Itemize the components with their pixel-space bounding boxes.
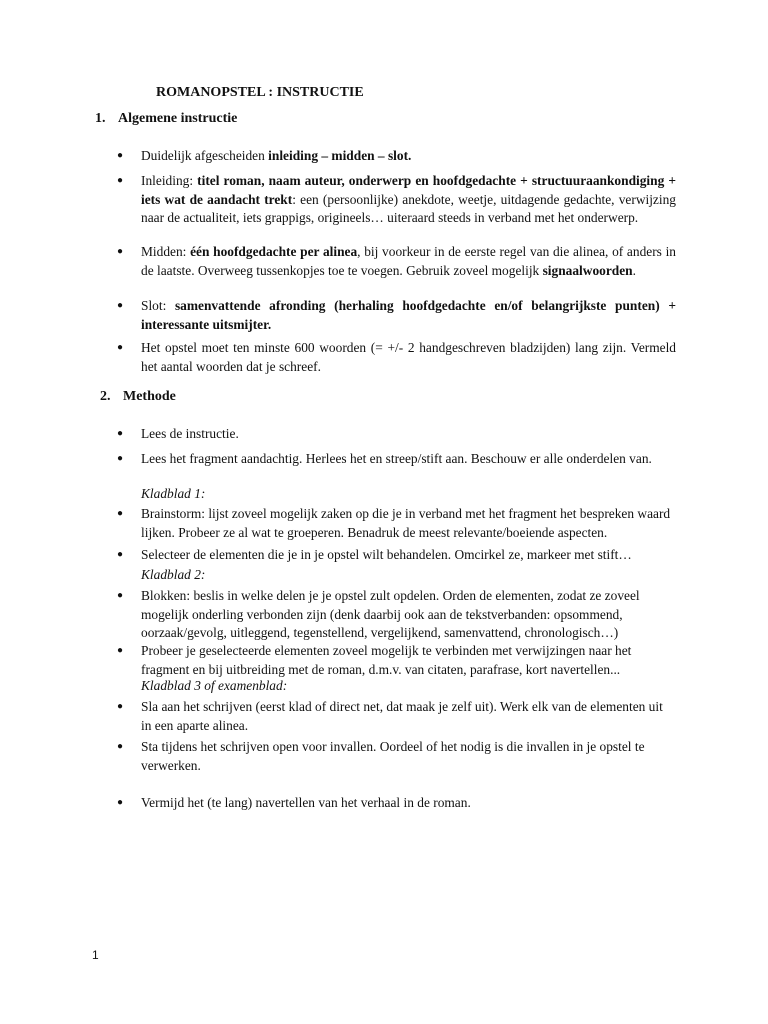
body-text: Selecteer de elementen die je in je opstel wilt behandelen. Omcirkel ze, markeer met stift… [141,547,632,562]
list-item-text [141,148,411,163]
emphasis-text: titel roman, naam auteur, onderwerp en hoofdgedachte + structuuraankondiging + iets wat de aandacht trekt [141,173,676,207]
list-item-text [141,588,640,640]
bullet-icon: ● [117,590,124,601]
list-item [117,243,676,280]
bullet-icon: ● [117,797,124,808]
list-item [117,587,676,643]
list-item-text [141,244,676,278]
body-text: Het opstel moet ten minste 600 woorden (= +/- 2 handgeschreven bladzijden) lang zijn. Vermeld het aantal woorden dat je schreef. [141,340,676,374]
section-heading-text: Algemene instructie [118,111,238,126]
body-text: Probeer je geselecteerde elementen zoveel mogelijk te verbinden met verwijzingen naar het fragment en bij uitbreiding met de roman, d.m.v. van citaten, parafrase, kort navertellen... [141,643,632,677]
list-item [117,546,676,565]
list-item-text [141,173,676,225]
bullet-icon: ● [117,246,124,257]
bullet-icon: ● [117,549,124,560]
list-item-text [141,506,670,540]
body-text: Brainstorm: lijst zoveel mogelijk zaken op die je in verband met het fragment het bespreken waard lijken. Probeer ze al wat te groeperen. Benadruk de meest relevante/boeiende aspecten. [141,506,671,540]
list-item [117,642,676,679]
bullet-icon: ● [117,645,124,656]
list-item-text [141,451,652,466]
section-heading-text: Methode [123,389,176,404]
page-number: 1 [92,948,99,962]
list-item-text [141,426,239,441]
body-text: Sta tijdens het schrijven open voor invallen. Oordeel of het nodig is die invallen in je opstel te verwerken. [141,739,645,773]
body-text: Inleiding: [141,173,198,188]
kladblad-label: Kladblad 2: [141,567,206,582]
list-item-text [141,547,632,562]
body-text: Midden: [141,244,191,259]
list-item [117,794,676,813]
body-text: Lees de instructie. [141,426,239,441]
kladblad-label: Kladblad 1: [141,486,206,501]
emphasis-text: één hoofdgedachte per alinea [190,244,358,259]
bullet-icon: ● [117,428,124,439]
emphasis-text: inleiding – midden – slot. [268,148,412,163]
list-item-text [141,298,676,332]
bullet-icon: ● [117,300,124,311]
list-item-text [141,699,663,733]
list-item-text [141,739,645,773]
bullet-icon: ● [117,342,124,353]
section-number: 2. [100,389,111,404]
body-text: Blokken: beslis in welke delen je je opstel zult opdelen. Orden de elementen, zodat ze zoveel mogelijk onderling verbonden zijn (denk daarbij ook aan de tekstverbanden: opsommend, oorzaak/gevolg, uitleggend, tegenstellend, vergelijkend, samenvattend, chronologisch…) [141,588,640,640]
bullet-icon: ● [117,175,124,186]
body-text: . [632,262,636,278]
list-item [117,147,676,166]
list-item [117,425,676,444]
body-text: Duidelijk afgescheiden [141,148,269,163]
list-item [117,297,676,334]
list-item [117,450,676,469]
list-item-text [141,340,676,374]
body-text: Vermijd het (te lang) navertellen van het verhaal in de roman. [141,795,471,810]
section-heading-method [100,388,176,407]
list-item [117,698,676,735]
bullet-icon: ● [117,150,124,161]
list-item-text [141,795,471,810]
body-text: Slot: [141,298,175,313]
emphasis-text: signaalwoorden [542,262,633,278]
body-text: : een (persoonlijke) anekdote, weetje, uitdagende gedachte, verwijzing naar de actualiteit, iets grappigs, origineels… uiteraard steeds in verband met het onderwerp. [141,191,676,225]
list-item [117,172,676,228]
body-text: Lees het fragment aandachtig. Herlees het en streep/stift aan. Beschouw er alle onderdelen van. [141,451,652,466]
section-heading-general-instruction [95,110,237,129]
list-item-text [141,643,631,677]
bullet-icon: ● [117,453,124,464]
page-title: ROMANOPSTEL : INSTRUCTIE [156,85,364,100]
kladblad-label: Kladblad 3 of examenblad: [141,678,288,693]
bullet-icon: ● [117,701,124,712]
bullet-icon: ● [117,508,124,519]
section-number: 1. [95,111,106,126]
bullet-icon: ● [117,741,124,752]
list-item [117,505,676,542]
emphasis-text: samenvattende afronding (herhaling hoofdgedachte en/of belangrijkste punten) + interessante uitsmijter. [141,298,676,332]
list-item [117,738,676,775]
body-text: , bij voorkeur in de eerste regel van die alinea, of anders in de laatste. Overweeg tussenkopjes toe te voegen. Gebruik zoveel mogelijk [141,244,676,278]
list-item [117,339,676,376]
body-text: Sla aan het schrijven (eerst klad of direct net, dat maak je zelf uit). Werk elk van de elementen uit in een aparte alinea. [141,699,663,733]
